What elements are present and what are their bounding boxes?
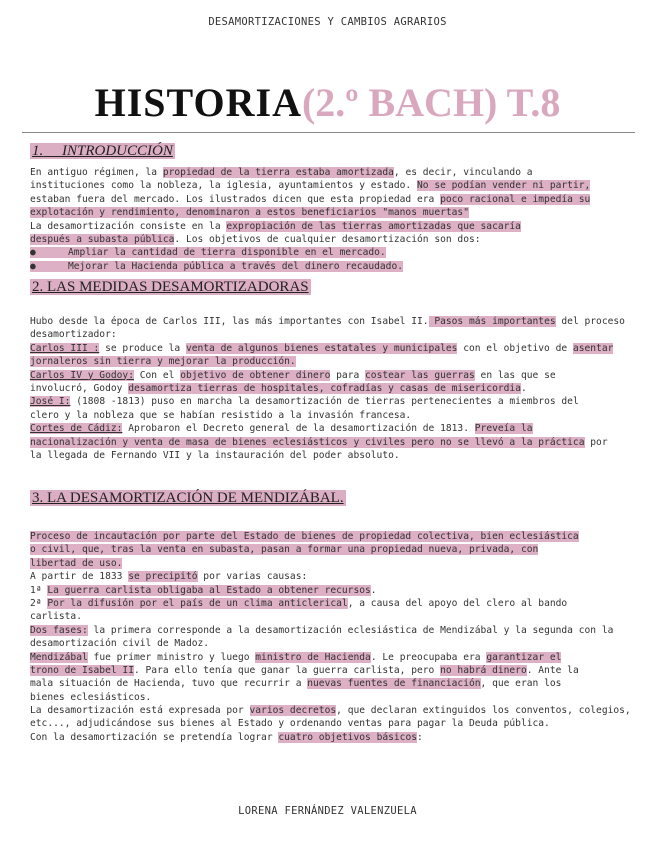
text-line: la llegada de Fernando VII y la instauración del poder absoluto.	[30, 449, 400, 461]
text-line: libertad de uso.	[30, 557, 123, 569]
text-line: o civil, que, tras la venta en subasta, pasan a formar una propiedad nueva, privada, con	[30, 544, 539, 556]
section-2-body	[30, 315, 635, 462]
text-line: explotación y rendimiento, denominaron a estos beneficiarios "manos muertas"	[30, 207, 469, 219]
text-line: La desamortización está expresada por varios decretos, que declaran extinguidos los conventos, colegios,	[30, 705, 631, 717]
text-line: jornaleros sin tierra y mejorar la producción.	[30, 356, 296, 368]
title-divider	[22, 132, 635, 133]
text-line: bienes eclesiásticos.	[30, 691, 152, 703]
text-line: estaban fuera del mercado. Los ilustrados dicen que esta propiedad era poco racional e impedía su	[30, 193, 591, 205]
section-2-heading: 2. LAS MEDIDAS DESAMORTIZADORAS	[32, 279, 309, 295]
text-line: A partir de 1833 se precipitó por varias causas:	[30, 571, 308, 583]
text-line: después a subasta pública. Los objetivos de cualquier desamortización son dos:	[30, 233, 481, 245]
bullet-icon: ●	[30, 260, 36, 272]
page-title	[0, 80, 655, 126]
title-sub: (2.º BACH) T.8	[301, 80, 561, 125]
text-line: Hubo desde la época de Carlos III, las más importantes con Isabel II. Pasos más importantes del proceso	[30, 316, 625, 327]
page-footer: LORENA FERNÁNDEZ VALENZUELA	[238, 805, 417, 817]
text-line: En antiguo régimen, la propiedad de la tierra estaba amortizada, es decir, vinculando a	[30, 167, 533, 178]
section-1-heading	[30, 143, 175, 160]
text-line: desamortizador:	[30, 329, 117, 341]
text-line: trono de Isabel II. Para ello tenía que ganar la guerra carlista, pero no habrá dinero. Ante la	[30, 664, 579, 676]
text-line: José I: (1808 -1813) puso en marcha la desamortización de tierras pertenecientes a miembros del	[30, 396, 579, 408]
text-line: clero y la nobleza que se habían resistido a la invasión francesa.	[30, 409, 412, 421]
text-line: Mendizábal fue primer ministro y luego ministro de Hacienda. Le preocupaba era garantizar el	[30, 651, 562, 663]
text-line: nacionalización y venta de masa de bienes eclesiásticos y civiles pero no se llevó a la práctica por	[30, 436, 608, 448]
text-line: mala situación de Hacienda, tuvo que recurrir a nuevas fuentes de financiación, que eran los	[30, 678, 562, 690]
text-line: instituciones como la nobleza, la iglesia, ayuntamientos y estado. No se podían vender ni partir,	[30, 180, 591, 192]
page-header: DESAMORTIZACIONES Y CAMBIOS AGRARIOS	[208, 16, 447, 28]
bullet-item: ● Mejorar la Hacienda pública a través del dinero recaudado.	[30, 260, 404, 272]
text-line: Proceso de incautación por parte del Estado de bienes de propiedad colectiva, bien eclesiástica	[30, 531, 579, 542]
text-line: Con la desamortización se pretendía lograr cuatro objetivos básicos:	[30, 731, 423, 743]
section-1-body	[30, 166, 635, 273]
text-line: Dos fases: la primera corresponde a la desamortización eclesiástica de Mendizábal y la segunda con la	[30, 624, 614, 636]
text-line: Carlos III : se produce la venta de algunos bienes estatales y municipales con el objetivo de asentar	[30, 342, 614, 354]
text-line: etc..., adjudicándose sus bienes al Estado y ordenando ventas para pagar la Deuda pública.	[30, 718, 550, 730]
text-line: La desamortización consiste en la expropiación de las tierras amortizadas que sacaría	[30, 220, 521, 232]
text-line: 2ª Por la difusión por el país de un clima anticlerical, a causa del apoyo del clero al bando	[30, 597, 568, 609]
text-line: Cortes de Cádiz: Aprobaron el Decreto general de la desamortización de 1813. Preveía la	[30, 423, 533, 435]
section-3-heading: 3. LA DESAMORTIZACIÓN DE MENDIZÁBAL.	[32, 490, 344, 506]
title-main: HISTORIA	[94, 80, 302, 125]
text-line: desamortización civil de Madoz.	[30, 638, 210, 650]
text-line: involucró, Godoy desamortiza tierras de hospitales, cofradías y casas de misericordia.	[30, 382, 527, 394]
text-line: Carlos IV y Godoy: Con el objetivo de obtener dinero para costear las guerras en las que se	[30, 369, 556, 381]
section-3-body	[30, 530, 635, 744]
bullet-item: ● Ampliar la cantidad de tierra disponible en el mercado.	[30, 247, 386, 259]
text-line: carlista.	[30, 611, 82, 623]
section-1-heading-label: 1. INTRODUCCIÓN	[32, 143, 173, 159]
bullet-icon: ●	[30, 247, 36, 259]
text-line: 1ª La guerra carlista obligaba al Estado a obtener recursos.	[30, 584, 377, 596]
